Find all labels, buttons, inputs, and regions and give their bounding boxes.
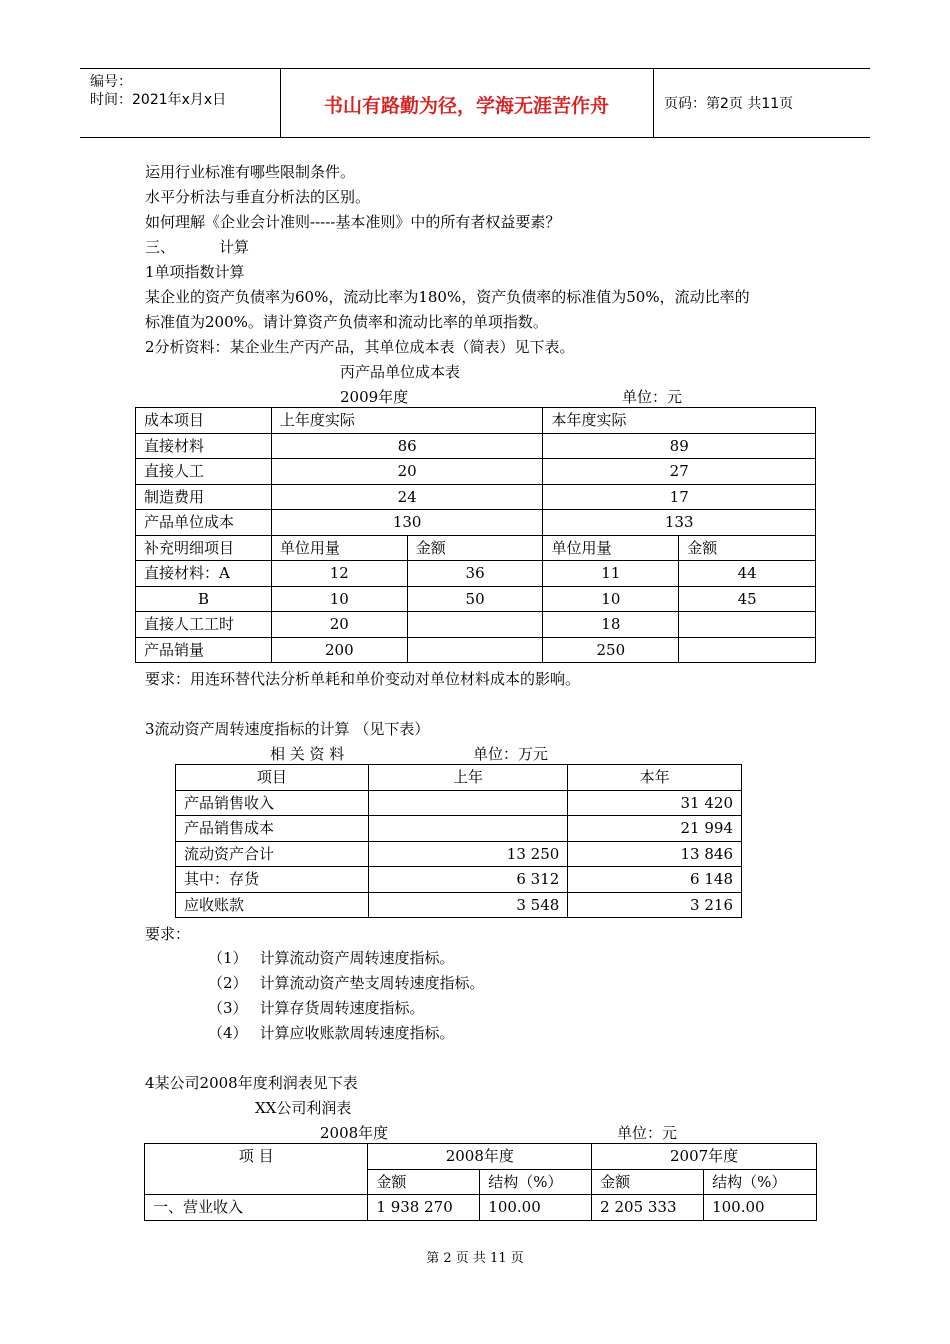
table-cell: 制造费用	[136, 484, 272, 510]
table-cell: 31 420	[568, 790, 742, 816]
number-label: 编号：	[90, 74, 132, 90]
table-2-title: 相 关 资 料	[270, 745, 345, 763]
table-row	[176, 841, 742, 867]
page-header	[80, 68, 870, 138]
table-cell: 2 205 333	[592, 1195, 704, 1221]
table-row	[136, 612, 816, 638]
table-1-unit: 单位：元	[622, 388, 683, 406]
table-header-cell: 金额	[407, 535, 543, 561]
table-header-cell: 金额	[368, 1169, 480, 1195]
table-cell: 45	[679, 586, 816, 612]
section-number: 三、	[145, 238, 176, 256]
table-cell: 13 846	[568, 841, 742, 867]
table-header-cell: 金额	[679, 535, 816, 561]
table-1-year: 2009年度	[340, 388, 409, 406]
table-row	[136, 637, 816, 663]
table-header-cell: 项 目	[145, 1144, 368, 1195]
table-row	[145, 1195, 817, 1221]
table-row	[136, 408, 816, 434]
table-cell: 直接材料：A	[136, 561, 272, 587]
table-cell: 21 994	[568, 816, 742, 842]
problem-1-text-b: 标准值为200%。请计算资产负债率和流动比率的单项指数。	[145, 313, 548, 331]
table-row	[136, 459, 816, 485]
table-row	[136, 586, 816, 612]
table-header-cell: 单位用量	[271, 535, 407, 561]
table-header-cell: 金额	[592, 1169, 704, 1195]
table-cell: 6 312	[368, 867, 568, 893]
table-cell: 10	[271, 586, 407, 612]
table-row	[176, 790, 742, 816]
table-cell	[368, 790, 568, 816]
table-cell: 12	[271, 561, 407, 587]
table-cell: 36	[407, 561, 543, 587]
requirement-item	[208, 1023, 455, 1043]
table-cell: 产品销售成本	[176, 816, 369, 842]
table-cell: 50	[407, 586, 543, 612]
table-cell: 18	[543, 612, 679, 638]
table-row	[176, 892, 742, 918]
table-header-cell: 单位用量	[543, 535, 679, 561]
question-3: 如何理解《企业会计准则-----基本准则》中的所有者权益要素？	[145, 213, 561, 231]
table-header-cell: 项目	[176, 765, 369, 791]
table-row	[145, 1144, 817, 1170]
table-header-cell: 成本项目	[136, 408, 272, 434]
table-cell: 27	[543, 459, 816, 485]
requirement-text: 计算流动资产垫支周转速度指标。	[259, 974, 485, 992]
header-meta-cell	[80, 69, 281, 137]
table-cell: 10	[543, 586, 679, 612]
table-cell	[679, 612, 816, 638]
table-cell: B	[136, 586, 272, 612]
table-cell: 直接材料	[136, 433, 272, 459]
table-header-cell: 本年	[568, 765, 742, 791]
table-2-unit: 单位：万元	[473, 745, 549, 763]
requirement-text: 计算应收账款周转速度指标。	[259, 1024, 455, 1042]
table-cell	[368, 816, 568, 842]
question-1: 运用行业标准有哪些限制条件。	[145, 163, 356, 181]
table-cell: 17	[543, 484, 816, 510]
problem-1-title: 1单项指数计算	[145, 263, 245, 281]
section-heading	[145, 237, 249, 257]
table-header-cell: 2007年度	[592, 1144, 817, 1170]
table-cell	[679, 637, 816, 663]
table-row	[136, 510, 816, 536]
problem-3-requirement: 要求：	[145, 925, 191, 943]
page-footer: 第 2 页 共 11 页	[426, 1251, 524, 1266]
table-cell	[407, 637, 543, 663]
table-cell: 200	[271, 637, 407, 663]
table-cell: 流动资产合计	[176, 841, 369, 867]
table-cell: 一、营业收入	[145, 1195, 368, 1221]
table-1-title: 丙产品单位成本表	[340, 363, 461, 381]
table-row	[136, 433, 816, 459]
requirement-number: （1）	[208, 949, 248, 967]
table-cell: 20	[271, 612, 407, 638]
table-header-cell: 2008年度	[368, 1144, 592, 1170]
table-3-year: 2008年度	[320, 1124, 389, 1142]
requirement-item	[208, 998, 425, 1018]
table-cell: 直接人工	[136, 459, 272, 485]
table-cell: 3 548	[368, 892, 568, 918]
table-cell: 3 216	[568, 892, 742, 918]
requirement-text: 计算流动资产周转速度指标。	[259, 949, 455, 967]
table-cell: 250	[543, 637, 679, 663]
problem-2-title: 2分析资料：某企业生产丙产品，其单位成本表（简表）见下表。	[145, 338, 575, 356]
table-cell: 130	[271, 510, 543, 536]
problem-1-text-a: 某企业的资产负债率为60%，流动比率为180%，资产负债率的标准值为50%，流动比率的	[145, 288, 750, 306]
table-row	[176, 816, 742, 842]
table-row	[136, 561, 816, 587]
requirement-number: （4）	[208, 1024, 248, 1042]
table-header-cell: 上年度实际	[271, 408, 543, 434]
table-header-cell: 结构（%）	[480, 1169, 592, 1195]
table-3-unit: 单位：元	[617, 1124, 678, 1142]
table-cell: 44	[679, 561, 816, 587]
table-row	[176, 867, 742, 893]
requirement-number: （2）	[208, 974, 248, 992]
table-cell: 133	[543, 510, 816, 536]
table-cell: 89	[543, 433, 816, 459]
requirement-item	[208, 948, 455, 968]
income-statement-table	[144, 1143, 817, 1221]
header-motto-cell	[280, 69, 654, 137]
table-row	[136, 535, 816, 561]
table-cell: 应收账款	[176, 892, 369, 918]
table-cell: 其中：存货	[176, 867, 369, 893]
table-3-title: XX公司利润表	[255, 1099, 352, 1117]
header-page-cell	[654, 69, 870, 137]
table-cell: 直接人工工时	[136, 612, 272, 638]
table-cell: 1 938 270	[368, 1195, 480, 1221]
requirement-item	[208, 973, 485, 993]
problem-2-requirement: 要求：用连环替代法分析单耗和单价变动对单位材料成本的影响。	[145, 670, 581, 688]
current-assets-table	[175, 764, 742, 918]
table-header-cell: 上年	[368, 765, 568, 791]
table-cell: 产品销售收入	[176, 790, 369, 816]
table-cell: 100.00	[704, 1195, 817, 1221]
table-header-cell: 本年度实际	[543, 408, 816, 434]
table-cell: 13 250	[368, 841, 568, 867]
table-cell: 86	[271, 433, 543, 459]
table-cell: 产品销量	[136, 637, 272, 663]
table-header-cell: 补充明细项目	[136, 535, 272, 561]
question-2: 水平分析法与垂直分析法的区别。	[145, 188, 371, 206]
table-cell	[407, 612, 543, 638]
table-cell: 产品单位成本	[136, 510, 272, 536]
table-cell: 24	[271, 484, 543, 510]
unit-cost-table	[135, 407, 816, 663]
time-label: 时间：2021年x月x日	[90, 92, 227, 108]
table-row	[176, 765, 742, 791]
motto: 书山有路勤为径，学海无涯苦作舟	[323, 95, 609, 117]
page-number-label: 页码：第2页 共11页	[664, 96, 794, 112]
table-row	[136, 484, 816, 510]
table-cell: 6 148	[568, 867, 742, 893]
table-header-cell: 结构（%）	[704, 1169, 817, 1195]
problem-4-title: 4某公司2008年度利润表见下表	[145, 1074, 358, 1092]
problem-3-title: 3流动资产周转速度指标的计算 （见下表）	[145, 720, 430, 738]
section-title: 计算	[219, 238, 250, 256]
table-cell: 100.00	[480, 1195, 592, 1221]
table-cell: 11	[543, 561, 679, 587]
requirement-text: 计算存货周转速度指标。	[259, 999, 425, 1017]
requirement-number: （3）	[208, 999, 248, 1017]
table-cell: 20	[271, 459, 543, 485]
